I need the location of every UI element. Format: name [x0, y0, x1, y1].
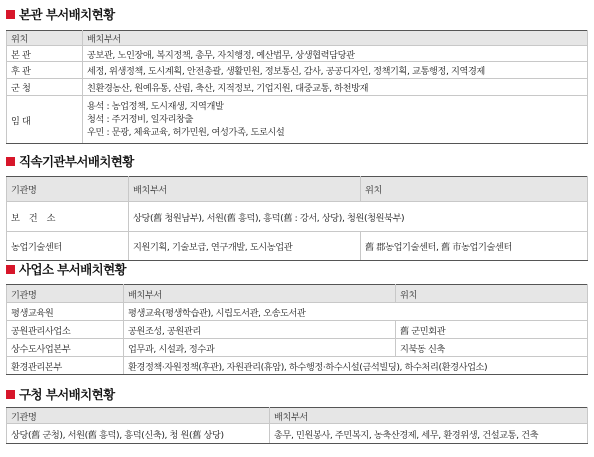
institution-name-cell: 상수도사업본부	[7, 339, 124, 357]
table-row	[7, 321, 588, 339]
table-header-row	[7, 408, 588, 424]
institution-name-cell: 농업기술센터	[7, 232, 129, 261]
column-header: 배치부서	[129, 177, 361, 202]
departments-cell: 업무과, 시설과, 정수과	[124, 339, 396, 357]
section-title-district-offices	[6, 386, 115, 402]
table-row	[7, 339, 588, 357]
department-line: 용석 : 농업정책, 도시재생, 지역개발	[87, 101, 224, 112]
red-square-icon	[6, 390, 15, 399]
departments-cell	[83, 96, 588, 144]
institution-name-cell: 상당(舊 군청), 서원(舊 흥덕), 흥덕(신축), 청 원(舊 상당)	[7, 424, 270, 444]
red-square-icon	[6, 265, 15, 274]
institution-name-cell: 환경관리본부	[7, 357, 124, 375]
departments-cell: 상당(舊 청원남부), 서원(舊 흥덕), 흥덕(舊 : 강서, 상당), 청원(청원북부)	[129, 202, 588, 232]
section-title-text: 본관 부서배치현황	[19, 7, 115, 22]
location-cell: 군 청	[7, 79, 83, 96]
red-square-icon	[6, 10, 15, 19]
section-title-text: 직속기관부서배치현황	[19, 154, 134, 169]
table-row	[7, 96, 588, 144]
main-building-table	[6, 30, 588, 144]
table-header-row	[7, 285, 588, 303]
section-title-main-building	[6, 6, 115, 22]
red-square-icon	[6, 157, 15, 166]
business-offices-table	[6, 284, 588, 375]
section-title-affiliated	[6, 153, 134, 169]
table-row	[7, 303, 588, 321]
institution-name-cell: 공원관리사업소	[7, 321, 124, 339]
department-line: 우민 : 문광, 체육교육, 허가민원, 여성가족, 도로시설	[87, 127, 285, 138]
column-header: 기관명	[7, 408, 270, 424]
table-row	[7, 232, 588, 261]
affiliated-institutions-table	[6, 176, 588, 261]
location-cell: 舊 郡농업기술센터, 舊 市농업기술센터	[361, 232, 588, 261]
column-header: 위치	[361, 177, 588, 202]
column-header: 배치부서	[83, 31, 588, 46]
institution-name-cell: 보 건 소	[7, 202, 129, 232]
column-header: 위치	[7, 31, 83, 46]
departments-cell: 세정, 위생정책, 도시계획, 안전총괄, 생활민원, 정보통신, 감사, 공공디자인, 정책기획, 교통행정, 지역경제	[83, 62, 588, 79]
table-row	[7, 79, 588, 96]
table-header-row	[7, 177, 588, 202]
departments-cell: 공원조성, 공원관리	[124, 321, 396, 339]
location-cell: 후 관	[7, 62, 83, 79]
table-row	[7, 424, 588, 444]
column-header: 위치	[396, 285, 588, 303]
section-title-text: 사업소 부서배치현황	[19, 262, 127, 277]
departments-cell: 지원기획, 기술보급, 연구개발, 도시농업관	[129, 232, 361, 261]
departments-cell: 평생교육(평생학습관), 시립도서관, 오송도서관	[124, 303, 588, 321]
column-header: 기관명	[7, 285, 124, 303]
table-header-row	[7, 31, 588, 46]
column-header: 배치부서	[124, 285, 396, 303]
location-cell: 지북동 신축	[396, 339, 588, 357]
department-line: 청석 : 주거정비, 일자리창출	[87, 114, 194, 125]
section-title-text: 구청 부서배치현황	[19, 387, 115, 402]
departments-cell: 공보관, 노인장애, 복지정책, 총무, 자치행정, 예산법무, 상생협력담당관	[83, 46, 588, 62]
table-row	[7, 46, 588, 62]
departments-cell: 환경정책·자원정책(후관), 자원관리(휴암), 하수행정·하수시설(금석빌딩), 하수처리(환경사업소)	[124, 357, 588, 375]
table-row	[7, 357, 588, 375]
table-row	[7, 202, 588, 232]
district-offices-table	[6, 407, 588, 444]
location-cell: 본 관	[7, 46, 83, 62]
institution-name-cell: 평생교육원	[7, 303, 124, 321]
departments-cell: 총무, 민원봉사, 주민복지, 농축산경제, 세무, 환경위생, 건설교통, 건축	[270, 424, 588, 444]
location-cell: 舊 군민회관	[396, 321, 588, 339]
section-title-business-offices	[6, 261, 126, 277]
location-cell: 임 대	[7, 96, 83, 144]
column-header: 기관명	[7, 177, 129, 202]
column-header: 배치부서	[270, 408, 588, 424]
departments-cell: 친환경농산, 원예유통, 산림, 축산, 지적정보, 기업지원, 대중교통, 하천방재	[83, 79, 588, 96]
table-row	[7, 62, 588, 79]
